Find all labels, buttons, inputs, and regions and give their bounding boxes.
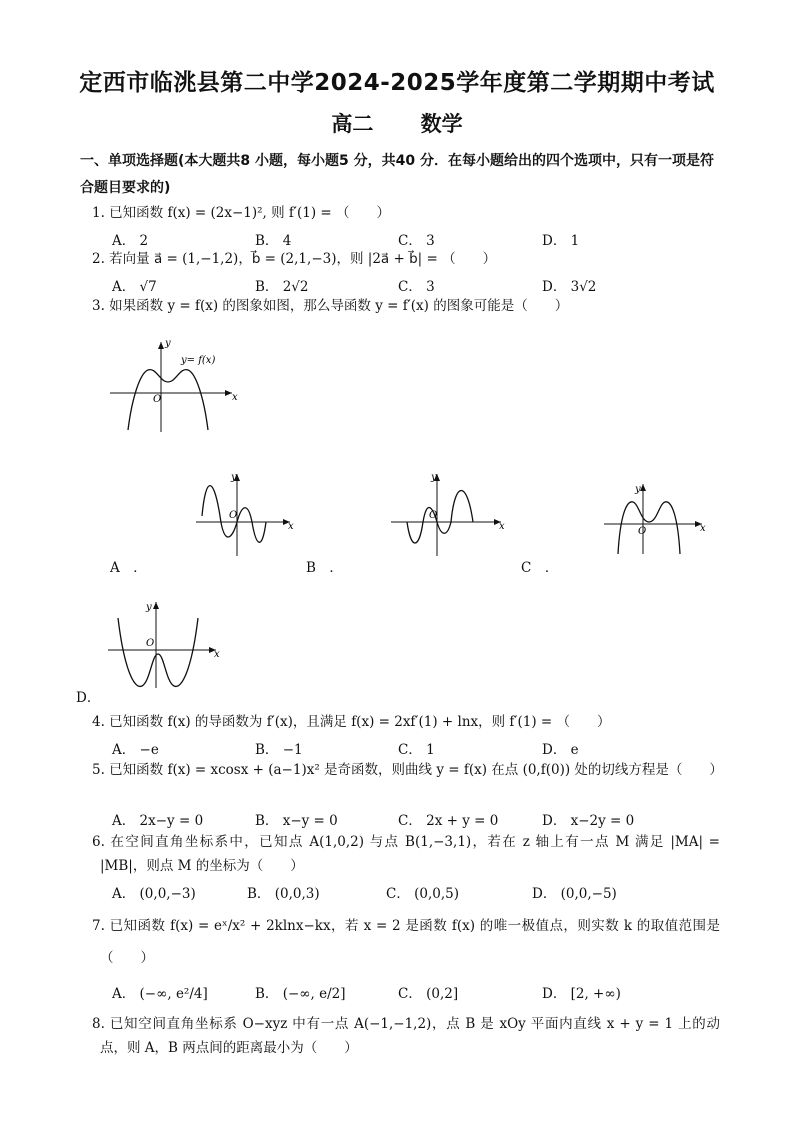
y-label: y <box>146 602 152 613</box>
x-label: x <box>700 523 706 534</box>
option-d: D． 1 <box>542 233 580 249</box>
option-a: A． 2 <box>112 233 149 249</box>
question-3-stem: 3. 如果函数 y = f(x) 的图象如图，那么导函数 y = f′(x) 的图象可能是（ ） <box>92 298 569 314</box>
option-d: D． 3√2 <box>542 279 597 295</box>
option-c: C． (0,2] <box>398 986 459 1002</box>
question-7-options <box>112 982 712 1002</box>
option-b: B． 2√2 <box>255 279 309 295</box>
question-6-options <box>112 882 712 902</box>
x-arrow-icon <box>225 390 232 396</box>
question-7-stem: 7. 已知函数 f(x) = eˣ/x² + 2klnx−kx，若 x = 2 是函数 f(x) 的唯一极值点，则实数 k 的取值范围是（ ） <box>92 918 720 966</box>
origin-label: O <box>638 526 647 537</box>
option-c: C． 1 <box>398 742 435 758</box>
x-label: x <box>499 521 505 532</box>
question-1-options <box>112 229 712 249</box>
question-8-stem: 8. 已知空间直角坐标系 O−xyz 中有一点 A(−1,−1,2)，点 B 是 xOy 平面内直线 x + y = 1 上的动点，则 A，B 两点间的距离最小为（ ） <box>92 1016 720 1056</box>
curve-d <box>118 618 198 686</box>
curve-c <box>618 502 680 554</box>
y-arrow-icon <box>640 484 646 491</box>
y-arrow-icon <box>153 602 159 609</box>
question-3-option-labels-row2 <box>76 686 136 706</box>
question-2-stem: 2. 若向量 a⃗ = (1,−1,2)，b⃗ = (2,1,−3)，则 |2a⃗ + b⃗| = （ ） <box>92 251 497 267</box>
option-b: B． −1 <box>255 742 303 758</box>
option-b: B． (0,0,3) <box>247 886 320 902</box>
origin-label: O <box>146 638 155 649</box>
f-curve <box>128 370 208 430</box>
option-a: A． √7 <box>112 279 157 295</box>
option-a: A． −e <box>112 742 159 758</box>
origin-label: O <box>229 510 238 521</box>
x-label: x <box>288 521 294 532</box>
option-b: B． x−y = 0 <box>255 813 338 829</box>
y-label: y <box>431 472 437 483</box>
graph-option-d <box>106 598 224 690</box>
origin-label: O <box>153 394 162 405</box>
option-b: B． (−∞, e/2] <box>255 986 346 1002</box>
question-2-options <box>112 275 712 295</box>
question-4-options <box>112 738 712 758</box>
section-heading: 一、单项选择题(本大题共8 小题，每小题5 分，共40 分．在每小题给出的四个选项中，只有一项是符合题目要求的) <box>80 153 714 196</box>
question-1-stem: 1. 已知函数 f(x) = (2x−1)², 则 f′(1) = （ ） <box>92 205 391 221</box>
origin-label: O <box>429 510 438 521</box>
graph-option-a <box>194 468 298 558</box>
graph-f <box>108 338 238 434</box>
x-label: x <box>214 649 220 660</box>
option-a-label: A ． <box>110 560 147 576</box>
graph-option-c <box>602 478 710 558</box>
option-d: D． x−2y = 0 <box>542 813 635 829</box>
graph-option-b <box>389 468 509 558</box>
option-a: A． (0,0,−3) <box>112 886 196 902</box>
y-label: y <box>231 472 237 483</box>
question-5-stem: 5. 已知函数 f(x) = xcosx + (a−1)x² 是奇函数，则曲线 y = f(x) 在点 (0,f(0)) 处的切线方程是（ ） <box>92 762 723 778</box>
question-5-options <box>112 809 712 829</box>
option-a: A． 2x−y = 0 <box>112 813 204 829</box>
option-c: C． 2x + y = 0 <box>398 813 499 829</box>
exam-title: 定西市临洮县第二中学2024-2025学年度第二学期期中考试 <box>79 70 715 96</box>
option-c-label: C ． <box>521 560 559 576</box>
y-arrow-icon <box>158 342 164 349</box>
question-4-stem: 4. 已知函数 f(x) 的导函数为 f′(x)，且满足 f(x) = 2xf′(1) + lnx，则 f′(1) = （ ） <box>92 714 611 730</box>
option-b: B． 4 <box>255 233 292 249</box>
x-label: x <box>232 392 238 403</box>
option-d-label: D． <box>76 690 101 706</box>
curve-b <box>407 491 473 544</box>
option-d: D． [2, +∞) <box>542 986 621 1002</box>
question-3-option-labels-row1 <box>110 556 670 576</box>
option-c: C． 3 <box>398 279 435 295</box>
f-label: y= f(x) <box>181 355 216 366</box>
option-d: D． (0,0,−5) <box>532 886 617 902</box>
question-6-stem: 6. 在空间直角坐标系中，已知点 A(1,0,2) 与点 B(1,−3,1)，若在 z 轴上有一点 M 满足 |MA| = |MB|，则点 M 的坐标为（ ） <box>92 834 720 874</box>
y-label: y <box>635 484 641 495</box>
y-label: y <box>165 338 171 349</box>
option-d: D． e <box>542 742 579 758</box>
option-b-label: B ． <box>306 560 343 576</box>
option-c: C． 3 <box>398 233 435 249</box>
option-a: A． (−∞, e²/4] <box>112 986 208 1002</box>
exam-subtitle: 高二 数学 <box>331 112 463 136</box>
option-c: C． (0,0,5) <box>386 886 460 902</box>
